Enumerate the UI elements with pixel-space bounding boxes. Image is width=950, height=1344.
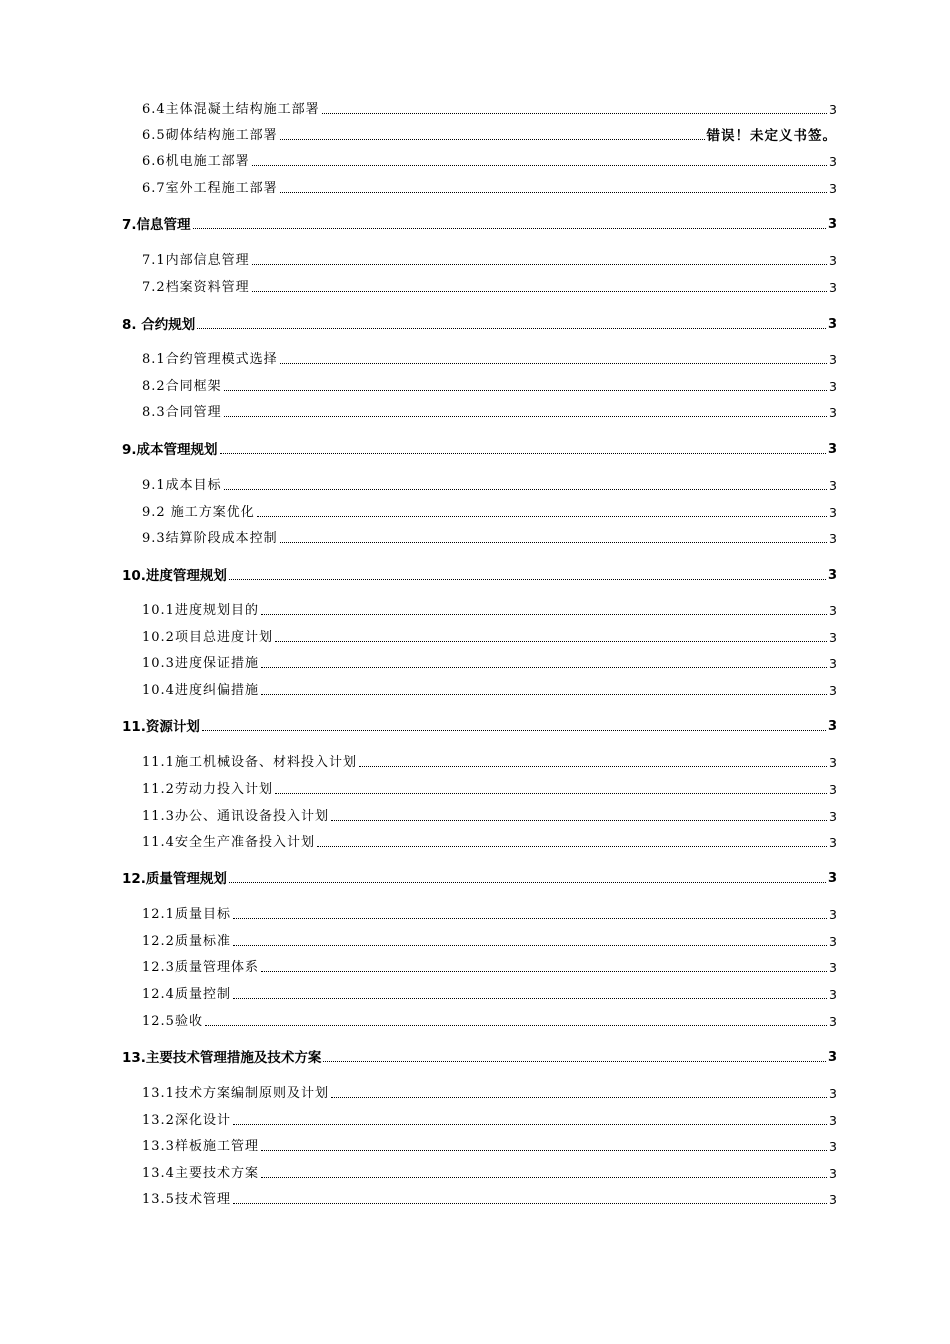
- toc-entry-label: 10.进度管理规划: [122, 568, 227, 584]
- toc-page-number: 3: [827, 1050, 837, 1065]
- toc-section-entry[interactable]: [142, 903, 837, 923]
- toc-chapter-entry[interactable]: [122, 1046, 837, 1066]
- toc-page-number: 3: [829, 1192, 837, 1207]
- toc-section-entry[interactable]: [142, 626, 837, 646]
- toc-dot-leader: [233, 1203, 827, 1204]
- toc-page-number: 3: [829, 405, 837, 420]
- toc-entry-label: 13.4主要技术方案: [142, 1166, 259, 1181]
- toc-dot-leader: [359, 766, 827, 767]
- toc-dot-leader: [275, 641, 827, 642]
- toc-entry-label: 11.3办公、通讯设备投入计划: [142, 809, 329, 824]
- toc-entry-label: 12.5验收: [142, 1014, 203, 1029]
- toc-page-number: 3: [829, 987, 837, 1002]
- toc-section-entry[interactable]: [142, 401, 837, 421]
- toc-section-entry[interactable]: [142, 348, 837, 368]
- toc-entry-label: 12.2质量标准: [142, 934, 231, 949]
- toc-section-entry[interactable]: [142, 1010, 837, 1030]
- toc-page-number: 3: [829, 934, 837, 949]
- toc-chapter-entry[interactable]: [122, 564, 837, 584]
- toc-entry-label: 7.1内部信息管理: [142, 253, 250, 268]
- toc-entry-label: 12.质量管理规划: [122, 871, 227, 887]
- toc-dot-leader: [257, 516, 827, 517]
- toc-dot-leader: [322, 113, 827, 114]
- toc-page-number: 3: [829, 181, 837, 196]
- toc-section-entry[interactable]: [142, 930, 837, 950]
- toc-section-entry[interactable]: [142, 599, 837, 619]
- toc-entry-label: 9.成本管理规划: [122, 442, 218, 458]
- toc-page-number: 3: [829, 154, 837, 169]
- toc-page-number: 3: [829, 253, 837, 268]
- toc-entry-label: 11.资源计划: [122, 719, 200, 735]
- toc-entry-label: 9.2 施工方案优化: [142, 505, 255, 520]
- toc-dot-leader: [280, 542, 827, 543]
- toc-entry-label: 10.4进度纠偏措施: [142, 683, 259, 698]
- toc-page-number: 3: [829, 1014, 837, 1029]
- toc-dot-leader: [197, 328, 826, 329]
- toc-section-entry[interactable]: [142, 1135, 837, 1155]
- toc-page-number: 3: [829, 683, 837, 698]
- toc-section-entry[interactable]: [142, 474, 837, 494]
- toc-section-entry[interactable]: [142, 249, 837, 269]
- toc-section-entry[interactable]: [142, 527, 837, 547]
- toc-section-entry[interactable]: [142, 150, 837, 170]
- toc-entry-label: 13.3样板施工管理: [142, 1139, 259, 1154]
- toc-page-number: 3: [829, 782, 837, 797]
- toc-section-entry[interactable]: [142, 1109, 837, 1129]
- toc-entry-label: 10.2项目总进度计划: [142, 630, 273, 645]
- toc-page-number: 3: [827, 568, 837, 583]
- toc-entry-label: 10.3进度保证措施: [142, 656, 259, 671]
- toc-page-number: 3: [829, 102, 837, 117]
- toc-entry-label: 9.1成本目标: [142, 478, 222, 493]
- toc-page-number: 错误！未定义书签。: [706, 128, 837, 144]
- toc-section-entry[interactable]: [142, 652, 837, 672]
- toc-dot-leader: [261, 1150, 827, 1151]
- toc-section-entry[interactable]: [142, 956, 837, 976]
- toc-dot-leader: [317, 846, 827, 847]
- toc-page-number: 3: [829, 960, 837, 975]
- toc-entry-label: 12.1质量目标: [142, 907, 231, 922]
- toc-entry-label: 11.4安全生产准备投入计划: [142, 835, 315, 850]
- toc-page-number: 3: [829, 1139, 837, 1154]
- toc-dot-leader: [205, 1025, 827, 1026]
- toc-page-number: 3: [829, 907, 837, 922]
- toc-entry-label: 8.1合约管理模式选择: [142, 352, 278, 367]
- toc-page-number: 3: [827, 217, 837, 232]
- toc-dot-leader: [233, 1124, 827, 1125]
- toc-page-number: 3: [829, 755, 837, 770]
- toc-page-number: 3: [827, 871, 837, 886]
- toc-entry-label: 10.1进度规划目的: [142, 603, 259, 618]
- toc-dot-leader: [252, 291, 827, 292]
- toc-entry-label: 8.3合同管理: [142, 405, 222, 420]
- toc-chapter-entry[interactable]: [122, 867, 837, 887]
- toc-entry-label: 11.2劳动力投入计划: [142, 782, 273, 797]
- toc-section-entry[interactable]: [142, 805, 837, 825]
- toc-page-number: 3: [829, 531, 837, 546]
- toc-dot-leader: [331, 820, 827, 821]
- toc-section-entry[interactable]: [142, 778, 837, 798]
- toc-entry-label: 13.1技术方案编制原则及计划: [142, 1086, 329, 1101]
- toc-section-entry[interactable]: [142, 276, 837, 296]
- toc-entry-label: 6.7室外工程施工部署: [142, 181, 278, 196]
- toc-entry-label: 8. 合约规划: [122, 317, 196, 333]
- toc-dot-leader: [275, 793, 827, 794]
- toc-chapter-entry[interactable]: [122, 438, 837, 458]
- toc-section-entry[interactable]: [142, 1162, 837, 1182]
- toc-page-number: 3: [829, 656, 837, 671]
- toc-dot-leader: [193, 228, 826, 229]
- toc-section-entry[interactable]: [142, 124, 837, 144]
- toc-dot-leader: [261, 971, 827, 972]
- toc-page-number: 3: [827, 317, 837, 332]
- toc-dot-leader: [233, 918, 827, 919]
- toc-dot-leader: [280, 363, 827, 364]
- toc-section-entry[interactable]: [142, 751, 837, 771]
- toc-dot-leader: [224, 390, 827, 391]
- toc-dot-leader: [224, 489, 827, 490]
- toc-entry-label: 7.信息管理: [122, 217, 191, 233]
- toc-page-number: 3: [829, 505, 837, 520]
- toc-section-entry[interactable]: [142, 679, 837, 699]
- toc-page-number: 3: [829, 280, 837, 295]
- toc-entry-label: 12.4质量控制: [142, 987, 231, 1002]
- toc-section-entry[interactable]: [142, 501, 837, 521]
- toc-page-number: 3: [829, 352, 837, 367]
- toc-page-number: 3: [829, 630, 837, 645]
- toc-dot-leader: [331, 1097, 827, 1098]
- toc-page-number: 3: [829, 1166, 837, 1181]
- toc-entry-label: 6.6机电施工部署: [142, 154, 250, 169]
- toc-entry-label: 8.2合同框架: [142, 379, 222, 394]
- toc-dot-leader: [233, 945, 827, 946]
- toc-dot-leader: [261, 614, 827, 615]
- toc-dot-leader: [280, 139, 705, 140]
- toc-dot-leader: [229, 579, 826, 580]
- toc-entry-label: 7.2档案资料管理: [142, 280, 250, 295]
- toc-dot-leader: [252, 165, 827, 166]
- toc-dot-leader: [229, 882, 826, 883]
- toc-section-entry[interactable]: [142, 1188, 837, 1208]
- toc-entry-label: 6.5砌体结构施工部署: [142, 128, 278, 143]
- toc-section-entry[interactable]: [142, 375, 837, 395]
- toc-section-entry[interactable]: [142, 177, 837, 197]
- toc-dot-leader: [252, 264, 827, 265]
- toc-dot-leader: [280, 192, 827, 193]
- toc-page-number: 3: [829, 1113, 837, 1128]
- toc-page-number: 3: [829, 478, 837, 493]
- toc-entry-label: 11.1施工机械设备、材料投入计划: [142, 755, 357, 770]
- toc-page-number: 3: [829, 1086, 837, 1101]
- toc-entry-label: 6.4主体混凝土结构施工部署: [142, 102, 320, 117]
- toc-page-number: 3: [829, 809, 837, 824]
- toc-chapter-entry[interactable]: [122, 715, 837, 735]
- toc-dot-leader: [202, 730, 826, 731]
- toc-section-entry[interactable]: [142, 983, 837, 1003]
- toc-entry-label: 12.3质量管理体系: [142, 960, 259, 975]
- toc-entry-label: 13.5技术管理: [142, 1192, 231, 1207]
- toc-page-number: 3: [827, 442, 837, 457]
- toc-chapter-entry[interactable]: [122, 213, 837, 233]
- toc-chapter-entry[interactable]: [122, 313, 837, 333]
- toc-entry-label: 13.主要技术管理措施及技术方案: [122, 1050, 322, 1066]
- toc-dot-leader: [224, 416, 827, 417]
- toc-entry-label: 13.2深化设计: [142, 1113, 231, 1128]
- toc-page-number: 3: [829, 835, 837, 850]
- toc-dot-leader: [323, 1061, 826, 1062]
- toc-dot-leader: [220, 453, 826, 454]
- toc-section-entry[interactable]: [142, 98, 837, 118]
- toc-dot-leader: [261, 667, 827, 668]
- toc-page-number: 3: [827, 719, 837, 734]
- toc-section-entry[interactable]: [142, 831, 837, 851]
- toc-section-entry[interactable]: [142, 1082, 837, 1102]
- toc-page-number: 3: [829, 379, 837, 394]
- toc-dot-leader: [261, 694, 827, 695]
- toc-dot-leader: [233, 998, 827, 999]
- toc-entry-label: 9.3结算阶段成本控制: [142, 531, 278, 546]
- toc-dot-leader: [261, 1177, 827, 1178]
- toc-page-number: 3: [829, 603, 837, 618]
